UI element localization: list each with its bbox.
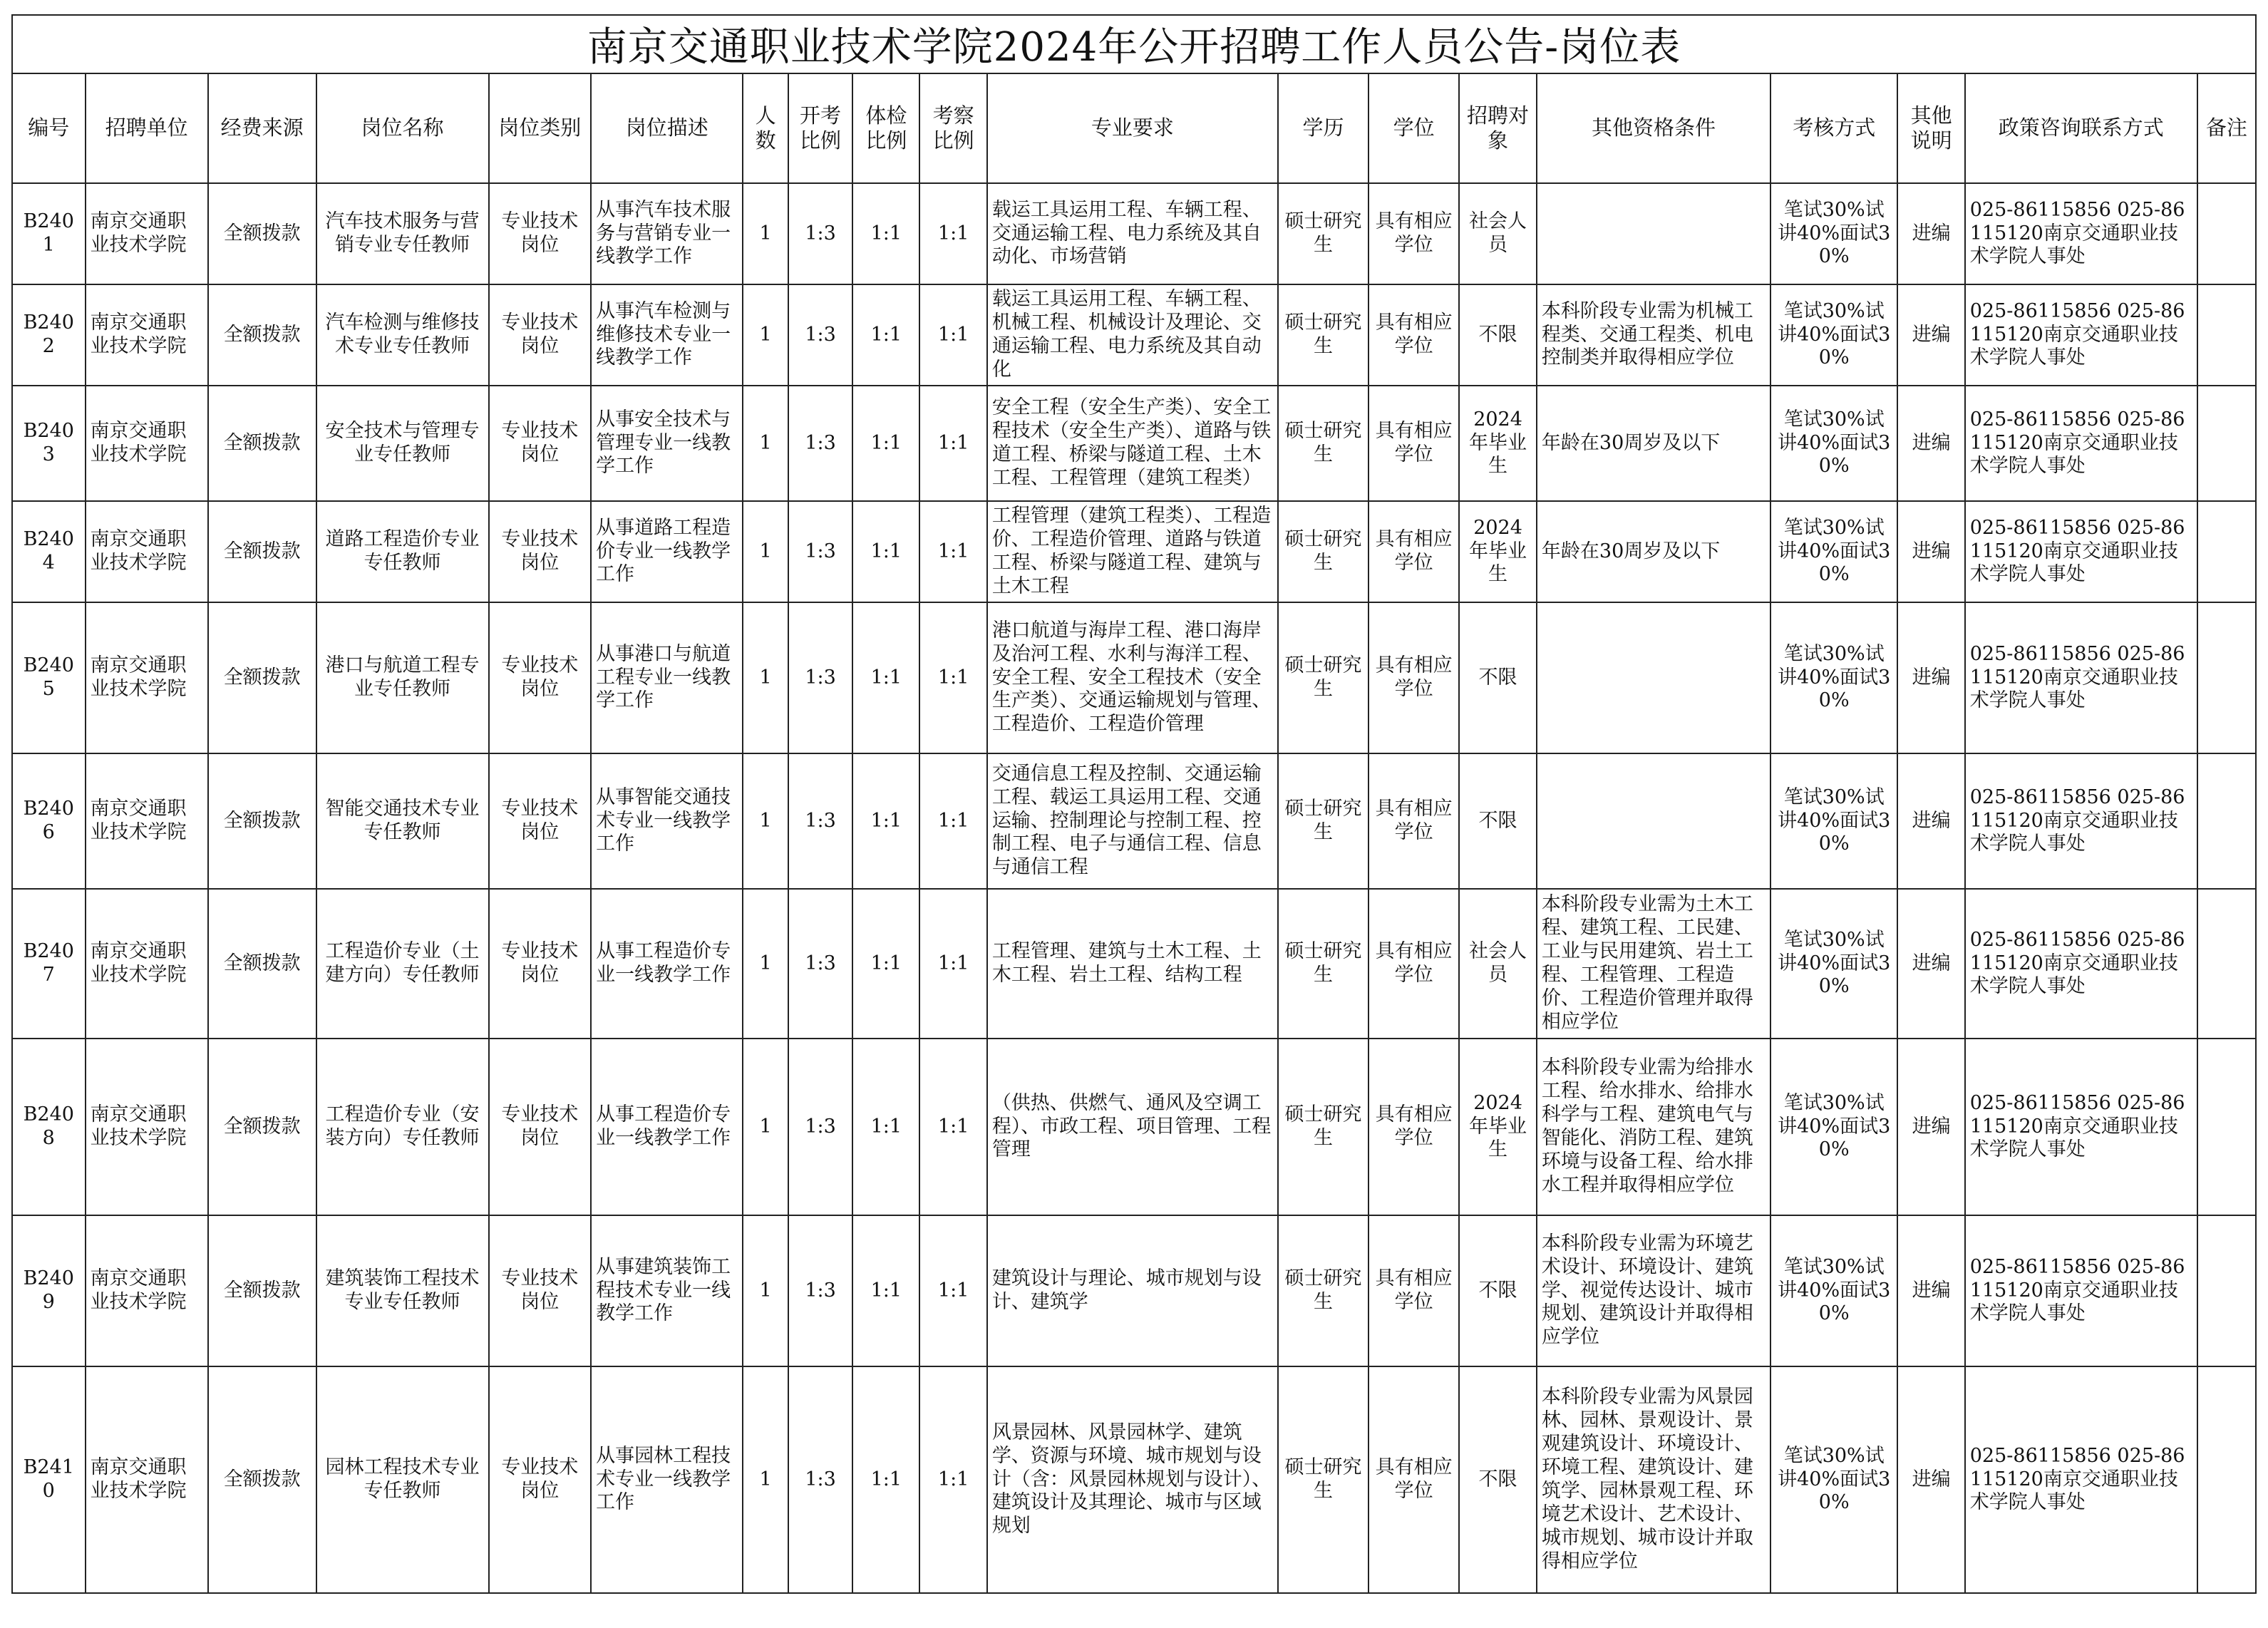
- cell-health-ratio: 1:1: [852, 1366, 919, 1593]
- column-header: 人数: [743, 73, 788, 183]
- cell-position: 园林工程技术专业专任教师: [316, 1366, 489, 1593]
- cell-contact: 025-86115856 025-86115120南京交通职业技术学院人事处: [1965, 284, 2197, 386]
- cell-other: 本科阶段专业需为给排水工程、给水排水、给排水科学与工程、建筑电气与智能化、消防工程、建筑环境与设备工程、给水排水工程并取得相应学位: [1537, 1039, 1770, 1215]
- cell-health-ratio: 1:1: [852, 386, 919, 501]
- cell-category: 专业技术岗位: [489, 1215, 592, 1366]
- cell-unit: 南京交通职业技术学院: [86, 753, 208, 889]
- cell-id: B2409: [12, 1215, 86, 1366]
- cell-assessment: 笔试30%试讲40%面试30%: [1770, 284, 1897, 386]
- column-header: 招聘单位: [86, 73, 208, 183]
- cell-exam-ratio: 1:3: [788, 753, 852, 889]
- cell-target: 2024年毕业生: [1459, 1039, 1537, 1215]
- table-row: [12, 183, 2256, 284]
- cell-remark: [2197, 1366, 2256, 1593]
- cell-other: 本科阶段专业需为环境艺术设计、环境设计、建筑学、视觉传达设计、城市规划、建筑设计并取得相应学位: [1537, 1215, 1770, 1366]
- column-header: 编号: [12, 73, 86, 183]
- cell-degree: 具有相应学位: [1368, 753, 1459, 889]
- column-header: 考核方式: [1770, 73, 1897, 183]
- column-header: 岗位名称: [316, 73, 489, 183]
- cell-other: 本科阶段专业需为机械工程类、交通工程类、机电控制类并取得相应学位: [1537, 284, 1770, 386]
- column-header: 岗位描述: [591, 73, 743, 183]
- cell-unit: 南京交通职业技术学院: [86, 889, 208, 1039]
- cell-note: 进编: [1897, 386, 1964, 501]
- cell-target: 不限: [1459, 753, 1537, 889]
- cell-fund: 全额拨款: [208, 1215, 316, 1366]
- cell-position: 智能交通技术专业专任教师: [316, 753, 489, 889]
- cell-major: 安全工程（安全生产类）、安全工程技术（安全生产类）、道路与铁道工程、桥梁与隧道工程、土木工程、工程管理（建筑工程类）: [987, 386, 1278, 501]
- cell-check-ratio: 1:1: [919, 1039, 986, 1215]
- page-title: 南京交通职业技术学院2024年公开招聘工作人员公告-岗位表: [11, 14, 2257, 73]
- cell-major: 载运工具运用工程、车辆工程、交通运输工程、电力系统及其自动化、市场营销: [987, 183, 1278, 284]
- cell-position: 安全技术与管理专业专任教师: [316, 386, 489, 501]
- column-header: 开考比例: [788, 73, 852, 183]
- cell-contact: 025-86115856 025-86115120南京交通职业技术学院人事处: [1965, 183, 2197, 284]
- cell-remark: [2197, 183, 2256, 284]
- cell-check-ratio: 1:1: [919, 889, 986, 1039]
- cell-contact: 025-86115856 025-86115120南京交通职业技术学院人事处: [1965, 1215, 2197, 1366]
- cell-other: [1537, 602, 1770, 753]
- cell-check-ratio: 1:1: [919, 1215, 986, 1366]
- cell-id: B2408: [12, 1039, 86, 1215]
- cell-target: 不限: [1459, 1366, 1537, 1593]
- cell-check-ratio: 1:1: [919, 1366, 986, 1593]
- cell-target: 不限: [1459, 602, 1537, 753]
- column-header: 岗位类别: [489, 73, 592, 183]
- cell-fund: 全额拨款: [208, 183, 316, 284]
- cell-other: [1537, 753, 1770, 889]
- cell-education: 硕士研究生: [1278, 183, 1368, 284]
- cell-remark: [2197, 889, 2256, 1039]
- cell-count: 1: [743, 753, 788, 889]
- cell-category: 专业技术岗位: [489, 1039, 592, 1215]
- cell-exam-ratio: 1:3: [788, 1366, 852, 1593]
- cell-degree: 具有相应学位: [1368, 183, 1459, 284]
- cell-target: 2024年毕业生: [1459, 386, 1537, 501]
- cell-exam-ratio: 1:3: [788, 183, 852, 284]
- cell-target: 社会人员: [1459, 889, 1537, 1039]
- column-header: 政策咨询联系方式: [1965, 73, 2197, 183]
- cell-major: 建筑设计与理论、城市规划与设计、建筑学: [987, 1215, 1278, 1366]
- cell-category: 专业技术岗位: [489, 183, 592, 284]
- cell-note: 进编: [1897, 889, 1964, 1039]
- cell-other: [1537, 183, 1770, 284]
- cell-id: B2410: [12, 1366, 86, 1593]
- cell-education: 硕士研究生: [1278, 1039, 1368, 1215]
- cell-category: 专业技术岗位: [489, 501, 592, 602]
- cell-unit: 南京交通职业技术学院: [86, 1039, 208, 1215]
- cell-position: 工程造价专业（土建方向）专任教师: [316, 889, 489, 1039]
- cell-count: 1: [743, 183, 788, 284]
- cell-contact: 025-86115856 025-86115120南京交通职业技术学院人事处: [1965, 753, 2197, 889]
- column-header: 学位: [1368, 73, 1459, 183]
- cell-category: 专业技术岗位: [489, 386, 592, 501]
- cell-count: 1: [743, 1215, 788, 1366]
- cell-count: 1: [743, 284, 788, 386]
- cell-desc: 从事园林工程技术专业一线教学工作: [591, 1366, 743, 1593]
- cell-health-ratio: 1:1: [852, 183, 919, 284]
- cell-degree: 具有相应学位: [1368, 501, 1459, 602]
- cell-health-ratio: 1:1: [852, 284, 919, 386]
- cell-fund: 全额拨款: [208, 386, 316, 501]
- cell-contact: 025-86115856 025-86115120南京交通职业技术学院人事处: [1965, 602, 2197, 753]
- cell-unit: 南京交通职业技术学院: [86, 183, 208, 284]
- cell-remark: [2197, 386, 2256, 501]
- cell-remark: [2197, 753, 2256, 889]
- cell-check-ratio: 1:1: [919, 284, 986, 386]
- cell-note: 进编: [1897, 1039, 1964, 1215]
- cell-unit: 南京交通职业技术学院: [86, 386, 208, 501]
- cell-degree: 具有相应学位: [1368, 602, 1459, 753]
- cell-desc: 从事安全技术与管理专业一线教学工作: [591, 386, 743, 501]
- table-row: [12, 386, 2256, 501]
- cell-assessment: 笔试30%试讲40%面试30%: [1770, 501, 1897, 602]
- cell-category: 专业技术岗位: [489, 753, 592, 889]
- cell-exam-ratio: 1:3: [788, 889, 852, 1039]
- cell-fund: 全额拨款: [208, 501, 316, 602]
- cell-remark: [2197, 602, 2256, 753]
- cell-category: 专业技术岗位: [489, 602, 592, 753]
- cell-desc: 从事汽车检测与维修技术专业一线教学工作: [591, 284, 743, 386]
- cell-position: 工程造价专业（安装方向）专任教师: [316, 1039, 489, 1215]
- cell-fund: 全额拨款: [208, 1039, 316, 1215]
- cell-degree: 具有相应学位: [1368, 284, 1459, 386]
- cell-other: 年龄在30周岁及以下: [1537, 386, 1770, 501]
- table-row: [12, 501, 2256, 602]
- column-header: 招聘对象: [1459, 73, 1537, 183]
- column-header: 其他说明: [1897, 73, 1964, 183]
- cell-id: B2402: [12, 284, 86, 386]
- cell-education: 硕士研究生: [1278, 1215, 1368, 1366]
- column-header: 考察比例: [919, 73, 986, 183]
- cell-note: 进编: [1897, 1215, 1964, 1366]
- cell-category: 专业技术岗位: [489, 1366, 592, 1593]
- cell-note: 进编: [1897, 602, 1964, 753]
- cell-exam-ratio: 1:3: [788, 501, 852, 602]
- cell-assessment: 笔试30%试讲40%面试30%: [1770, 1039, 1897, 1215]
- job-table-sheet: [11, 14, 2257, 1594]
- cell-education: 硕士研究生: [1278, 501, 1368, 602]
- cell-check-ratio: 1:1: [919, 753, 986, 889]
- table-body: [12, 183, 2256, 1593]
- cell-note: 进编: [1897, 1366, 1964, 1593]
- cell-unit: 南京交通职业技术学院: [86, 501, 208, 602]
- cell-assessment: 笔试30%试讲40%面试30%: [1770, 1366, 1897, 1593]
- cell-category: 专业技术岗位: [489, 284, 592, 386]
- cell-note: 进编: [1897, 284, 1964, 386]
- cell-fund: 全额拨款: [208, 753, 316, 889]
- cell-major: 载运工具运用工程、车辆工程、机械工程、机械设计及理论、交通运输工程、电力系统及其自动化: [987, 284, 1278, 386]
- column-header: 学历: [1278, 73, 1368, 183]
- cell-count: 1: [743, 602, 788, 753]
- cell-id: B2406: [12, 753, 86, 889]
- cell-target: 社会人员: [1459, 183, 1537, 284]
- cell-fund: 全额拨款: [208, 284, 316, 386]
- cell-desc: 从事建筑装饰工程技术专业一线教学工作: [591, 1215, 743, 1366]
- cell-major: 工程管理、建筑与土木工程、土木工程、岩土工程、结构工程: [987, 889, 1278, 1039]
- cell-exam-ratio: 1:3: [788, 1039, 852, 1215]
- cell-exam-ratio: 1:3: [788, 386, 852, 501]
- cell-exam-ratio: 1:3: [788, 284, 852, 386]
- cell-contact: 025-86115856 025-86115120南京交通职业技术学院人事处: [1965, 501, 2197, 602]
- cell-check-ratio: 1:1: [919, 183, 986, 284]
- table-row: [12, 602, 2256, 753]
- table-row: [12, 1366, 2256, 1593]
- positions-table: [11, 73, 2257, 1594]
- table-row: [12, 753, 2256, 889]
- cell-contact: 025-86115856 025-86115120南京交通职业技术学院人事处: [1965, 386, 2197, 501]
- cell-position: 道路工程造价专业专任教师: [316, 501, 489, 602]
- cell-assessment: 笔试30%试讲40%面试30%: [1770, 889, 1897, 1039]
- cell-id: B2404: [12, 501, 86, 602]
- cell-assessment: 笔试30%试讲40%面试30%: [1770, 1215, 1897, 1366]
- cell-education: 硕士研究生: [1278, 753, 1368, 889]
- cell-remark: [2197, 284, 2256, 386]
- cell-target: 2024年毕业生: [1459, 501, 1537, 602]
- cell-count: 1: [743, 1366, 788, 1593]
- table-row: [12, 284, 2256, 386]
- cell-id: B2407: [12, 889, 86, 1039]
- cell-education: 硕士研究生: [1278, 284, 1368, 386]
- column-header: 专业要求: [987, 73, 1278, 183]
- cell-count: 1: [743, 501, 788, 602]
- cell-note: 进编: [1897, 183, 1964, 284]
- cell-degree: 具有相应学位: [1368, 386, 1459, 501]
- column-header: 其他资格条件: [1537, 73, 1770, 183]
- cell-assessment: 笔试30%试讲40%面试30%: [1770, 753, 1897, 889]
- cell-note: 进编: [1897, 501, 1964, 602]
- cell-major: 风景园林、风景园林学、建筑学、资源与环境、城市规划与设计（含：风景园林规划与设计）、建筑设计及其理论、城市与区域规划: [987, 1366, 1278, 1593]
- cell-fund: 全额拨款: [208, 889, 316, 1039]
- cell-desc: 从事智能交通技术专业一线教学工作: [591, 753, 743, 889]
- cell-position: 汽车技术服务与营销专业专任教师: [316, 183, 489, 284]
- cell-count: 1: [743, 386, 788, 501]
- cell-desc: 从事工程造价专业一线教学工作: [591, 889, 743, 1039]
- cell-desc: 从事港口与航道工程专业一线教学工作: [591, 602, 743, 753]
- cell-desc: 从事道路工程造价专业一线教学工作: [591, 501, 743, 602]
- cell-education: 硕士研究生: [1278, 386, 1368, 501]
- cell-check-ratio: 1:1: [919, 386, 986, 501]
- cell-education: 硕士研究生: [1278, 1366, 1368, 1593]
- cell-id: B2405: [12, 602, 86, 753]
- cell-note: 进编: [1897, 753, 1964, 889]
- cell-health-ratio: 1:1: [852, 1215, 919, 1366]
- cell-exam-ratio: 1:3: [788, 1215, 852, 1366]
- table-row: [12, 1215, 2256, 1366]
- cell-contact: 025-86115856 025-86115120南京交通职业技术学院人事处: [1965, 889, 2197, 1039]
- cell-check-ratio: 1:1: [919, 501, 986, 602]
- cell-unit: 南京交通职业技术学院: [86, 1366, 208, 1593]
- cell-unit: 南京交通职业技术学院: [86, 602, 208, 753]
- cell-assessment: 笔试30%试讲40%面试30%: [1770, 386, 1897, 501]
- cell-exam-ratio: 1:3: [788, 602, 852, 753]
- cell-position: 建筑装饰工程技术专业专任教师: [316, 1215, 489, 1366]
- cell-count: 1: [743, 889, 788, 1039]
- cell-unit: 南京交通职业技术学院: [86, 1215, 208, 1366]
- column-header: 备注: [2197, 73, 2256, 183]
- cell-health-ratio: 1:1: [852, 501, 919, 602]
- cell-major: 工程管理（建筑工程类）、工程造价、工程造价管理、道路与铁道工程、桥梁与隧道工程、建筑与土木工程: [987, 501, 1278, 602]
- cell-major: 交通信息工程及控制、交通运输工程、载运工具运用工程、交通运输、控制理论与控制工程、控制工程、电子与通信工程、信息与通信工程: [987, 753, 1278, 889]
- cell-target: 不限: [1459, 284, 1537, 386]
- cell-degree: 具有相应学位: [1368, 1215, 1459, 1366]
- cell-education: 硕士研究生: [1278, 889, 1368, 1039]
- table-header-row: [12, 73, 2256, 183]
- cell-other: 年龄在30周岁及以下: [1537, 501, 1770, 602]
- cell-health-ratio: 1:1: [852, 889, 919, 1039]
- cell-position: 港口与航道工程专业专任教师: [316, 602, 489, 753]
- cell-health-ratio: 1:1: [852, 753, 919, 889]
- cell-remark: [2197, 501, 2256, 602]
- cell-education: 硕士研究生: [1278, 602, 1368, 753]
- cell-target: 不限: [1459, 1215, 1537, 1366]
- cell-count: 1: [743, 1039, 788, 1215]
- cell-major: 港口航道与海岸工程、港口海岸及治河工程、水利与海洋工程、安全工程、安全工程技术（安全生产类）、交通运输规划与管理、工程造价、工程造价管理: [987, 602, 1278, 753]
- cell-id: B2401: [12, 183, 86, 284]
- table-row: [12, 1039, 2256, 1215]
- cell-remark: [2197, 1215, 2256, 1366]
- cell-health-ratio: 1:1: [852, 1039, 919, 1215]
- cell-degree: 具有相应学位: [1368, 1366, 1459, 1593]
- cell-other: 本科阶段专业需为土木工程、建筑工程、工民建、工业与民用建筑、岩土工程、工程管理、工程造价、工程造价管理并取得相应学位: [1537, 889, 1770, 1039]
- cell-unit: 南京交通职业技术学院: [86, 284, 208, 386]
- cell-assessment: 笔试30%试讲40%面试30%: [1770, 183, 1897, 284]
- cell-health-ratio: 1:1: [852, 602, 919, 753]
- cell-desc: 从事汽车技术服务与营销专业一线教学工作: [591, 183, 743, 284]
- cell-major: （供热、供燃气、通风及空调工程）、市政工程、项目管理、工程管理: [987, 1039, 1278, 1215]
- cell-degree: 具有相应学位: [1368, 889, 1459, 1039]
- cell-category: 专业技术岗位: [489, 889, 592, 1039]
- cell-remark: [2197, 1039, 2256, 1215]
- column-header: 经费来源: [208, 73, 316, 183]
- cell-position: 汽车检测与维修技术专业专任教师: [316, 284, 489, 386]
- cell-fund: 全额拨款: [208, 602, 316, 753]
- cell-id: B2403: [12, 386, 86, 501]
- cell-assessment: 笔试30%试讲40%面试30%: [1770, 602, 1897, 753]
- table-row: [12, 889, 2256, 1039]
- cell-contact: 025-86115856 025-86115120南京交通职业技术学院人事处: [1965, 1366, 2197, 1593]
- cell-check-ratio: 1:1: [919, 602, 986, 753]
- cell-degree: 具有相应学位: [1368, 1039, 1459, 1215]
- column-header: 体检比例: [852, 73, 919, 183]
- cell-desc: 从事工程造价专业一线教学工作: [591, 1039, 743, 1215]
- cell-contact: 025-86115856 025-86115120南京交通职业技术学院人事处: [1965, 1039, 2197, 1215]
- cell-other: 本科阶段专业需为风景园林、园林、景观设计、景观建筑设计、环境设计、环境工程、建筑设计、建筑学、园林景观工程、环境艺术设计、艺术设计、城市规划、城市设计并取得相应学位: [1537, 1366, 1770, 1593]
- cell-fund: 全额拨款: [208, 1366, 316, 1593]
